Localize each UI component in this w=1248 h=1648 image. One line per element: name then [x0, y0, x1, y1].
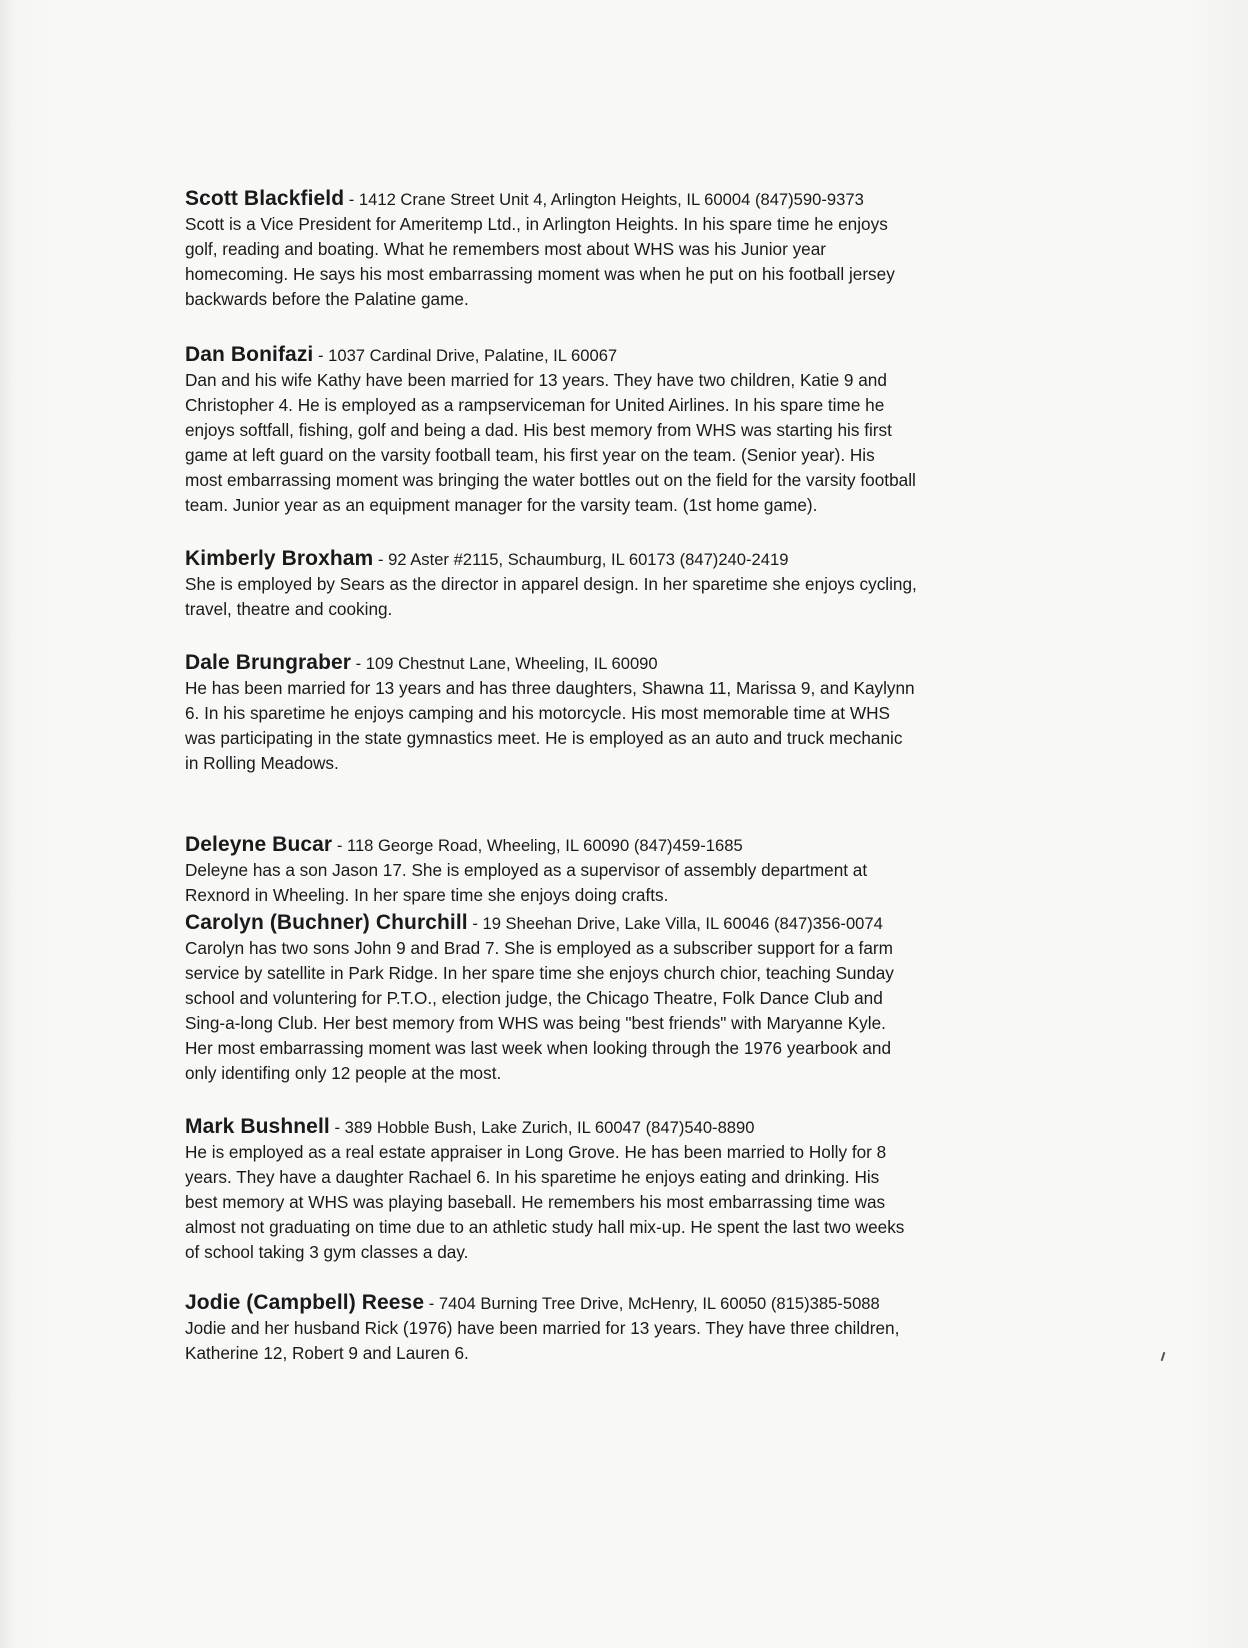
entry-address: - 92 Aster #2115, Schaumburg, IL 60173 (847)240-2419	[373, 550, 789, 569]
entry-address: - 109 Chestnut Lane, Wheeling, IL 60090	[351, 654, 658, 673]
entry-text-line: Sing-a-long Club. Her best memory from WHS was being "best friends" with Maryanne Kyle.	[185, 1013, 886, 1033]
entry-name: Scott Blackfield	[185, 187, 345, 210]
entry-text-line: was participating in the state gymnastics meet. He is employed as an auto and truck mechanic	[185, 728, 903, 748]
entry-address: - 19 Sheehan Drive, Lake Villa, IL 60046 (847)356-0074	[467, 914, 883, 933]
entry-text-line: enjoys softfall, fishing, golf and being a dad. His best memory from WHS was starting his first	[185, 420, 892, 440]
entry-heading	[185, 1114, 904, 1140]
entry-address: - 1037 Cardinal Drive, Palatine, IL 60067	[313, 346, 618, 365]
entry-text-line: most embarrassing moment was bringing the water bottles out on the field for the varsity football	[185, 470, 916, 490]
entry-dan-bonifazi	[185, 342, 916, 518]
entry-heading	[185, 186, 895, 212]
entry-text-line: Rexnord in Wheeling. In her spare time she enjoys doing crafts.	[185, 885, 669, 905]
entry-text-line: He is employed as a real estate appraiser in Long Grove. He has been married to Holly for 8	[185, 1142, 887, 1162]
entry-text-line: team. Junior year as an equipment manager for the varsity team. (1st home game).	[185, 495, 818, 515]
entry-heading	[185, 1290, 899, 1316]
entry-text-line: She is employed by Sears as the director in apparel design. In her sparetime she enjoys cycling,	[185, 574, 917, 594]
entry-address: - 389 Hobble Bush, Lake Zurich, IL 60047 (847)540-8890	[329, 1118, 755, 1137]
entry-heading	[185, 546, 917, 572]
entry-scott-blackfield	[185, 186, 895, 312]
entry-deleyne-bucar	[185, 832, 867, 908]
entry-name: Dale Brungraber	[185, 651, 352, 674]
entry-name: Carolyn (Buchner) Churchill	[185, 911, 468, 934]
entry-dale-brungraber	[185, 650, 915, 776]
entry-text-line: Christopher 4. He is employed as a rampserviceman for United Airlines. In his spare time he	[185, 395, 885, 415]
entry-text-line: in Rolling Meadows.	[185, 753, 339, 773]
entry-text-line: Katherine 12, Robert 9 and Lauren 6.	[185, 1343, 469, 1363]
entry-text-line: Jodie and her husband Rick (1976) have been married for 13 years. They have three children,	[185, 1318, 900, 1338]
entry-text-line: Scott is a Vice President for Ameritemp Ltd., in Arlington Heights. In his spare time he enjoys	[185, 214, 888, 234]
entry-text-line: service by satellite in Park Ridge. In her spare time she enjoys church chior, teaching Sunday	[185, 963, 894, 983]
entry-text-line: 6. In his sparetime he enjoys camping and his motorcycle. His most memorable time at WHS	[185, 703, 890, 723]
entry-text-line: of school taking 3 gym classes a day.	[185, 1242, 469, 1262]
entry-name: Deleyne Bucar	[185, 833, 333, 856]
entry-carolyn-churchill	[185, 910, 894, 1086]
entry-text-line: almost not graduating on time due to an athletic study hall mix-up. He spent the last two weeks	[185, 1217, 905, 1237]
entry-text-line: only identifing only 12 people at the most.	[185, 1063, 502, 1083]
entry-text-line: best memory at WHS was playing baseball. He remembers his most embarrassing time was	[185, 1192, 886, 1212]
entry-text-line: Her most embarrassing moment was last week when looking through the 1976 yearbook and	[185, 1038, 892, 1058]
entry-text-line: Carolyn has two sons John 9 and Brad 7. She is employed as a subscriber support for a farm	[185, 938, 893, 958]
entry-name: Mark Bushnell	[185, 1115, 330, 1138]
entry-text-line: game at left guard on the varsity football team, his first year on the team. (Senior year). His	[185, 445, 875, 465]
entry-name: Kimberly Broxham	[185, 547, 374, 570]
entry-text-line: school and voluntering for P.T.O., election judge, the Chicago Theatre, Folk Dance Club and	[185, 988, 883, 1008]
entry-heading	[185, 650, 915, 676]
entry-text-line: He has been married for 13 years and has three daughters, Shawna 11, Marissa 9, and Kaylynn	[185, 678, 915, 698]
entry-address: - 7404 Burning Tree Drive, McHenry, IL 60050 (815)385-5088	[424, 1294, 880, 1313]
entry-text-line: Deleyne has a son Jason 17. She is employed as a supervisor of assembly department at	[185, 860, 868, 880]
entry-text-line: homecoming. He says his most embarrassing moment was when he put on his football jersey	[185, 264, 895, 284]
entry-text-line: Dan and his wife Kathy have been married for 13 years. They have two children, Katie 9 and	[185, 370, 887, 390]
entry-text-line: backwards before the Palatine game.	[185, 289, 469, 309]
entry-heading	[185, 910, 894, 936]
entry-address: - 118 George Road, Wheeling, IL 60090 (847)459-1685	[332, 836, 743, 855]
entry-heading	[185, 342, 916, 368]
stray-pen-mark	[1161, 1352, 1166, 1361]
entry-text-line: golf, reading and boating. What he remembers most about WHS was his Junior year	[185, 239, 827, 259]
entry-text-line: travel, theatre and cooking.	[185, 599, 393, 619]
entry-kimberly-broxham	[185, 546, 917, 622]
entry-heading	[185, 832, 867, 858]
entry-mark-bushnell	[185, 1114, 904, 1265]
entry-address: - 1412 Crane Street Unit 4, Arlington Heights, IL 60004 (847)590-9373	[344, 190, 864, 209]
entry-text-line: years. They have a daughter Rachael 6. In his sparetime he enjoys eating and drinking. His	[185, 1167, 880, 1187]
entry-name: Jodie (Campbell) Reese	[185, 1291, 425, 1314]
entry-name: Dan Bonifazi	[185, 343, 314, 366]
entry-jodie-reese	[185, 1290, 899, 1366]
